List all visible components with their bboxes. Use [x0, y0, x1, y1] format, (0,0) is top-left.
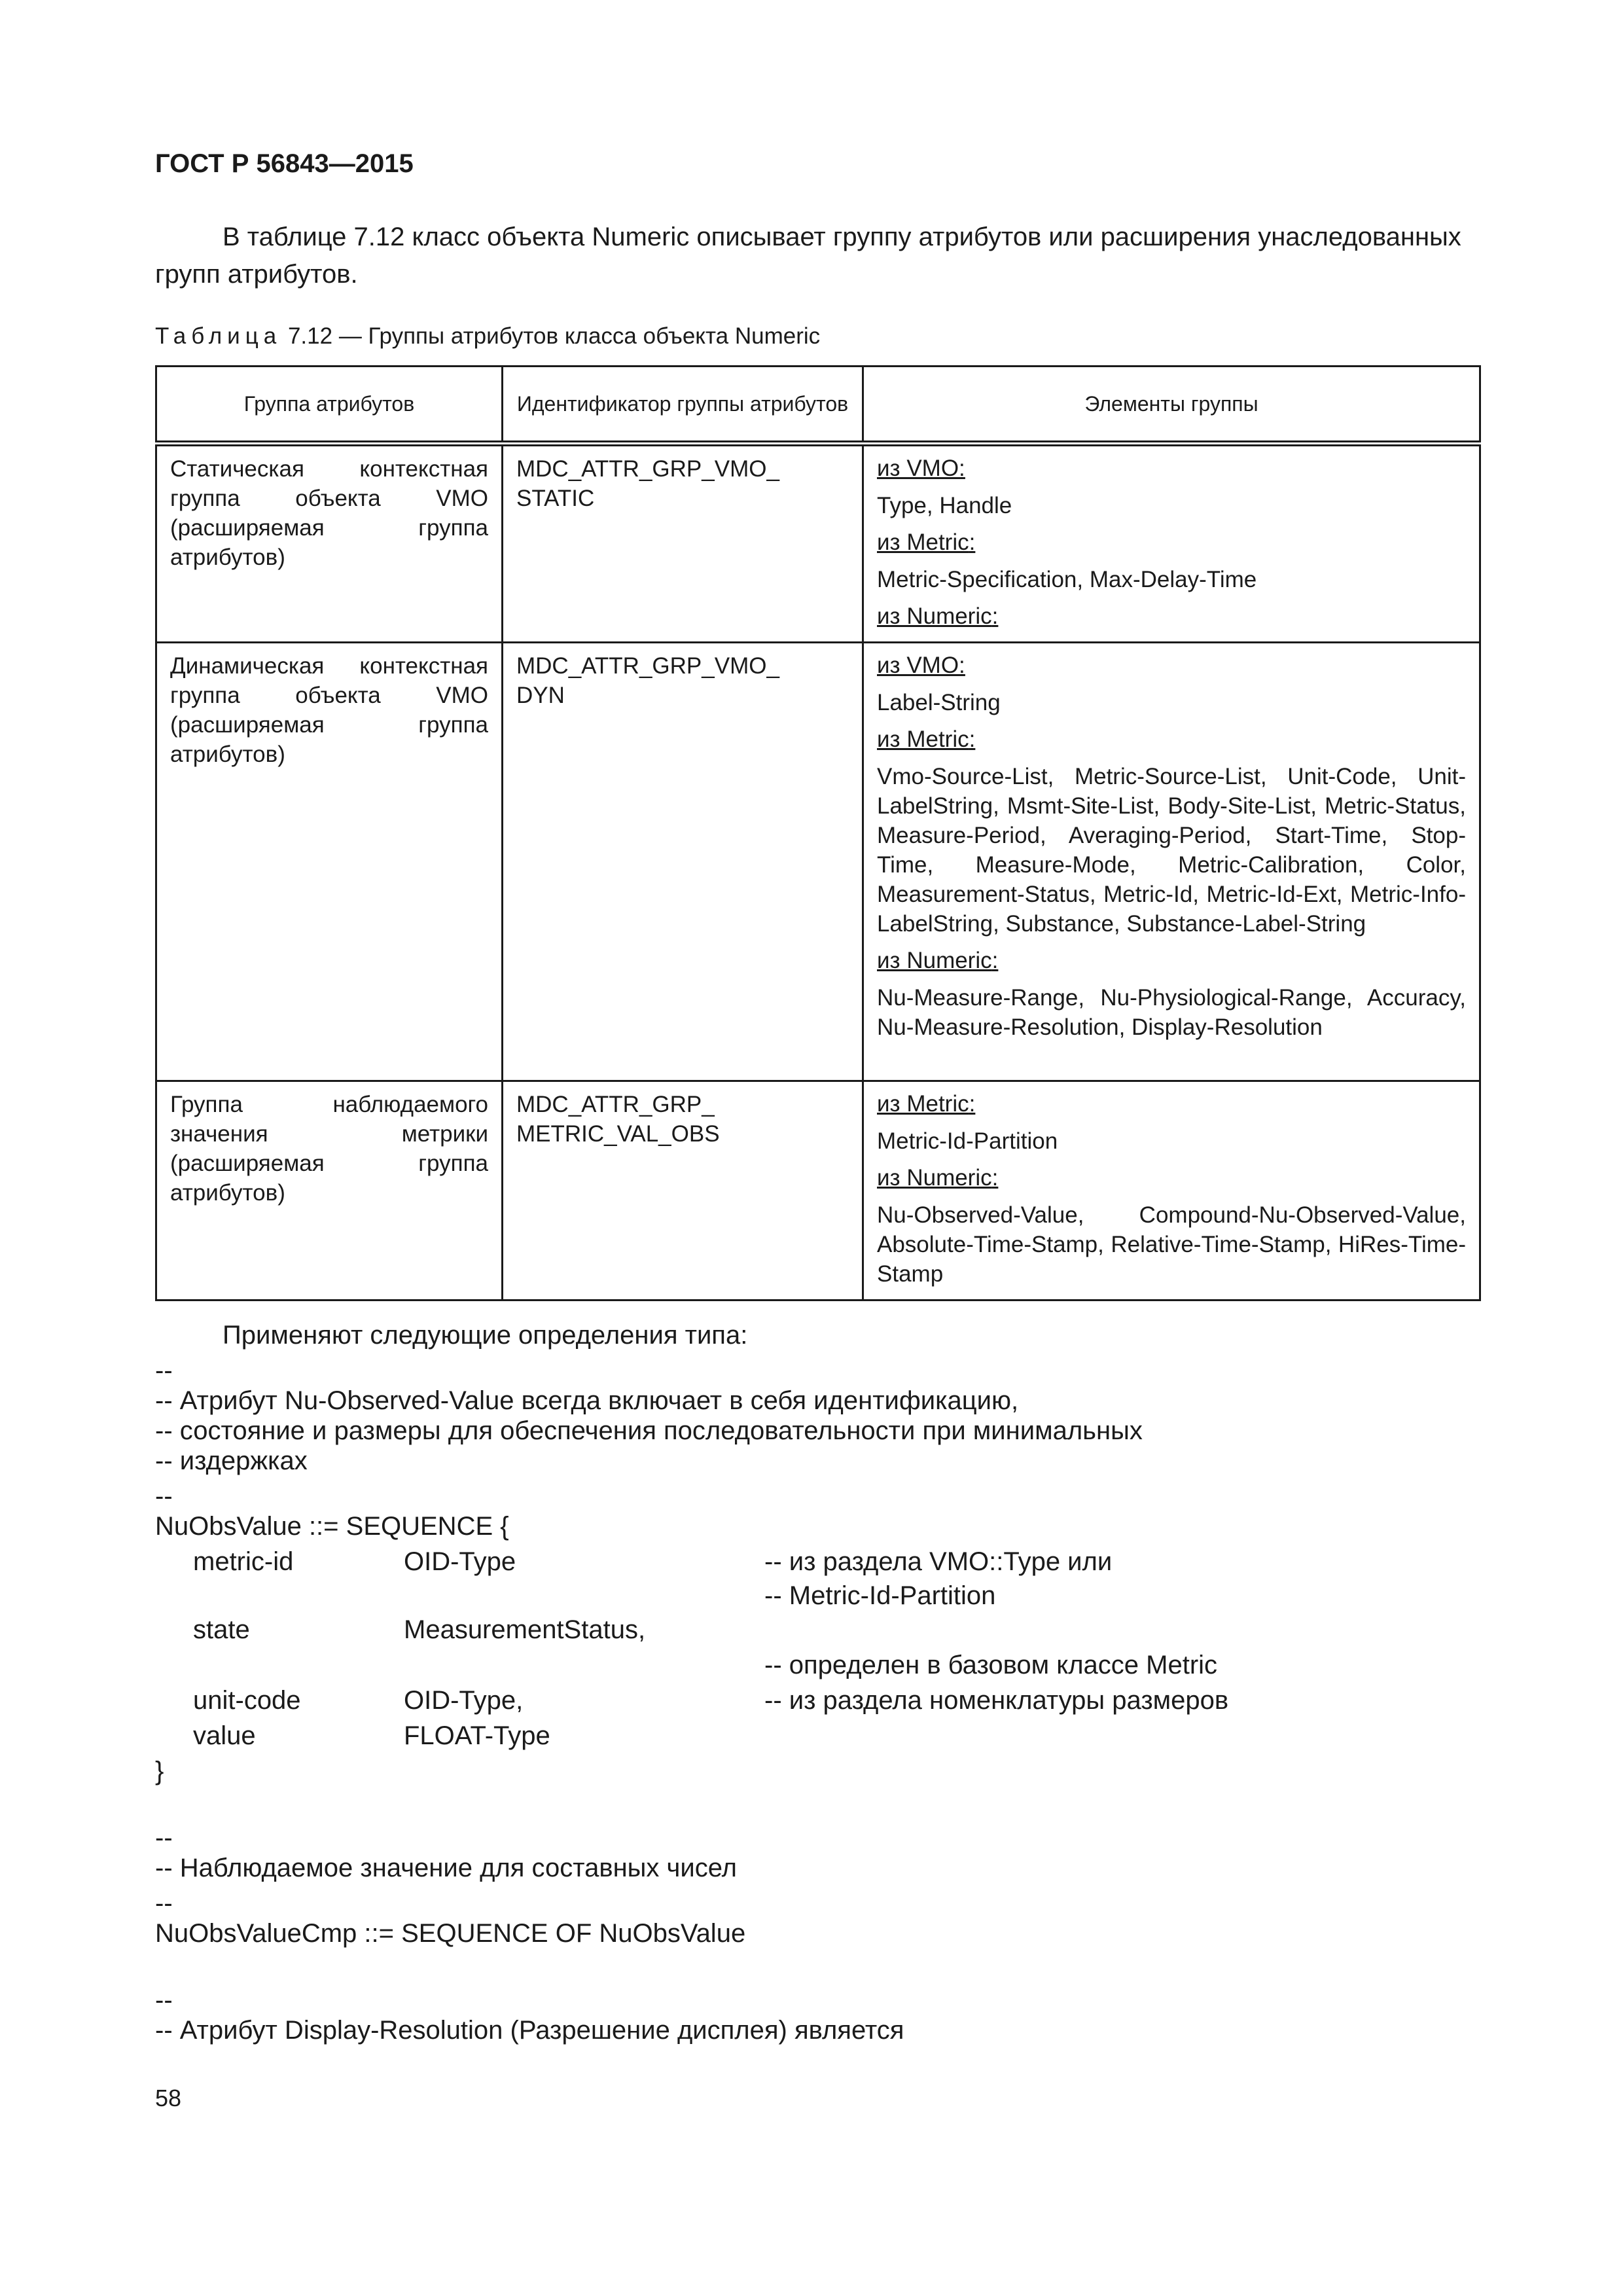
source-label: из Numeric:	[877, 948, 999, 973]
table-caption-text: 7.12 — Группы атрибутов класса объекта Numeric	[287, 323, 821, 349]
document-header: ГОСТ Р 56843—2015	[155, 149, 414, 178]
source-label: из Numeric:	[877, 603, 999, 629]
source-items: Label-String	[877, 690, 1001, 715]
code-comment: -- издержках	[155, 1446, 308, 1475]
identifier-cell	[503, 1081, 863, 1300]
sequence-close-brace: }	[155, 1757, 164, 1785]
field-comment: -- определен в базовом классе Metric	[764, 1651, 1218, 1679]
table-row	[156, 444, 1480, 643]
group-name-cell: Группа наблюдаемого значения метрики (расширяемая группа атрибутов)	[156, 1081, 503, 1300]
source-label: из Metric:	[877, 1091, 976, 1117]
field-comment: -- Metric-Id-Partition	[764, 1581, 996, 1610]
identifier-line: STATIC	[516, 486, 595, 511]
source-items: Nu-Measure-Range, Nu-Physiological-Range, Accuracy, Nu-Measure-Resolution, Display-Resolution	[877, 985, 1466, 1040]
page-number: 58	[155, 2085, 182, 2111]
field-name: state	[193, 1615, 250, 1644]
table-caption	[155, 323, 820, 350]
attribute-groups-table	[155, 365, 1481, 1301]
identifier-line: METRIC_VAL_OBS	[516, 1121, 720, 1147]
code-comment: -- Атрибут Nu-Observed-Value всегда включает в себя идентификацию,	[155, 1386, 1019, 1415]
field-comment: -- из раздела номенклатуры размеров	[764, 1686, 1229, 1715]
source-label: из VMO:	[877, 456, 965, 481]
column-header-group: Группа атрибутов	[156, 367, 503, 444]
source-label: из Metric:	[877, 529, 976, 555]
field-name: metric-id	[193, 1547, 294, 1576]
source-label: из VMO:	[877, 653, 965, 678]
elements-cell	[863, 643, 1480, 1081]
field-type: OID-Type	[404, 1547, 516, 1576]
code-comment: --	[155, 1482, 173, 1511]
sequence-declaration: NuObsValue ::= SEQUENCE {	[155, 1512, 509, 1541]
elements-cell	[863, 1081, 1480, 1300]
table-row	[156, 643, 1480, 1081]
code-comment: --	[155, 1356, 173, 1385]
column-header-identifier: Идентификатор группы атрибутов	[503, 367, 863, 444]
source-label: из Metric:	[877, 726, 976, 752]
code-comment: -- Атрибут Display-Resolution (Разрешение дисплея) является	[155, 2016, 904, 2045]
field-type: MeasurementStatus,	[404, 1615, 646, 1644]
elements-cell	[863, 444, 1480, 643]
source-items: Nu-Observed-Value, Compound-Nu-Observed-Value, Absolute-Time-Stamp, Relative-Time-Stamp, HiRes-Time-Stamp	[877, 1202, 1466, 1287]
identifier-line: MDC_ATTR_GRP_	[516, 1092, 715, 1117]
source-items: Metric-Id-Partition	[877, 1128, 1058, 1154]
group-name-cell: Статическая контекстная группа объекта VMO (расширяемая группа атрибутов)	[156, 444, 503, 643]
code-comment: --	[155, 1889, 173, 1918]
field-type: OID-Type,	[404, 1686, 524, 1715]
table-caption-label: Таблица	[155, 323, 282, 349]
code-comment: -- состояние и размеры для обеспечения последовательности при минимальных	[155, 1416, 1143, 1445]
identifier-line: DYN	[516, 683, 565, 708]
intro-paragraph: В таблице 7.12 класс объекта Numeric описывает группу атрибутов или расширения унаследованных групп атрибутов.	[155, 223, 1461, 289]
field-name: unit-code	[193, 1686, 301, 1715]
group-name-cell: Динамическая контекстная группа объекта VMO (расширяемая группа атрибутов)	[156, 643, 503, 1081]
sequence-of-declaration: NuObsValueCmp ::= SEQUENCE OF NuObsValue	[155, 1919, 746, 1948]
code-comment: --	[155, 1986, 173, 2015]
table-row	[156, 1081, 1480, 1300]
field-comment: -- из раздела VMO::Type или	[764, 1547, 1113, 1576]
identifier-line: MDC_ATTR_GRP_VMO_	[516, 653, 779, 679]
column-header-elements: Элементы группы	[863, 367, 1480, 444]
source-items: Type, Handle	[877, 493, 1012, 518]
identifier-line: MDC_ATTR_GRP_VMO_	[516, 456, 779, 482]
type-definitions-intro: Применяют следующие определения типа:	[223, 1321, 748, 1350]
code-comment: -- Наблюдаемое значение для составных чисел	[155, 1854, 737, 1882]
identifier-cell	[503, 643, 863, 1081]
field-type: FLOAT-Type	[404, 1721, 550, 1750]
source-items: Vmo-Source-List, Metric-Source-List, Unit-Code, Unit-LabelString, Msmt-Site-List, Body-Site-List, Metric-Status, Measure-Period, Averaging-Period, Start-Time, Stop-Time, Measure-Mode, Metric-Calibration, Color, Measurement-Status, Metric-Id, Metric-Id-Ext, Metric-Info-LabelString, Substance, Substance-Label-String	[877, 764, 1466, 937]
code-comment: --	[155, 1823, 173, 1852]
field-name: value	[193, 1721, 256, 1750]
source-items: Metric-Specification, Max-Delay-Time	[877, 567, 1257, 592]
table-header-row	[156, 367, 1480, 444]
identifier-cell	[503, 444, 863, 643]
source-label: из Numeric:	[877, 1165, 999, 1191]
